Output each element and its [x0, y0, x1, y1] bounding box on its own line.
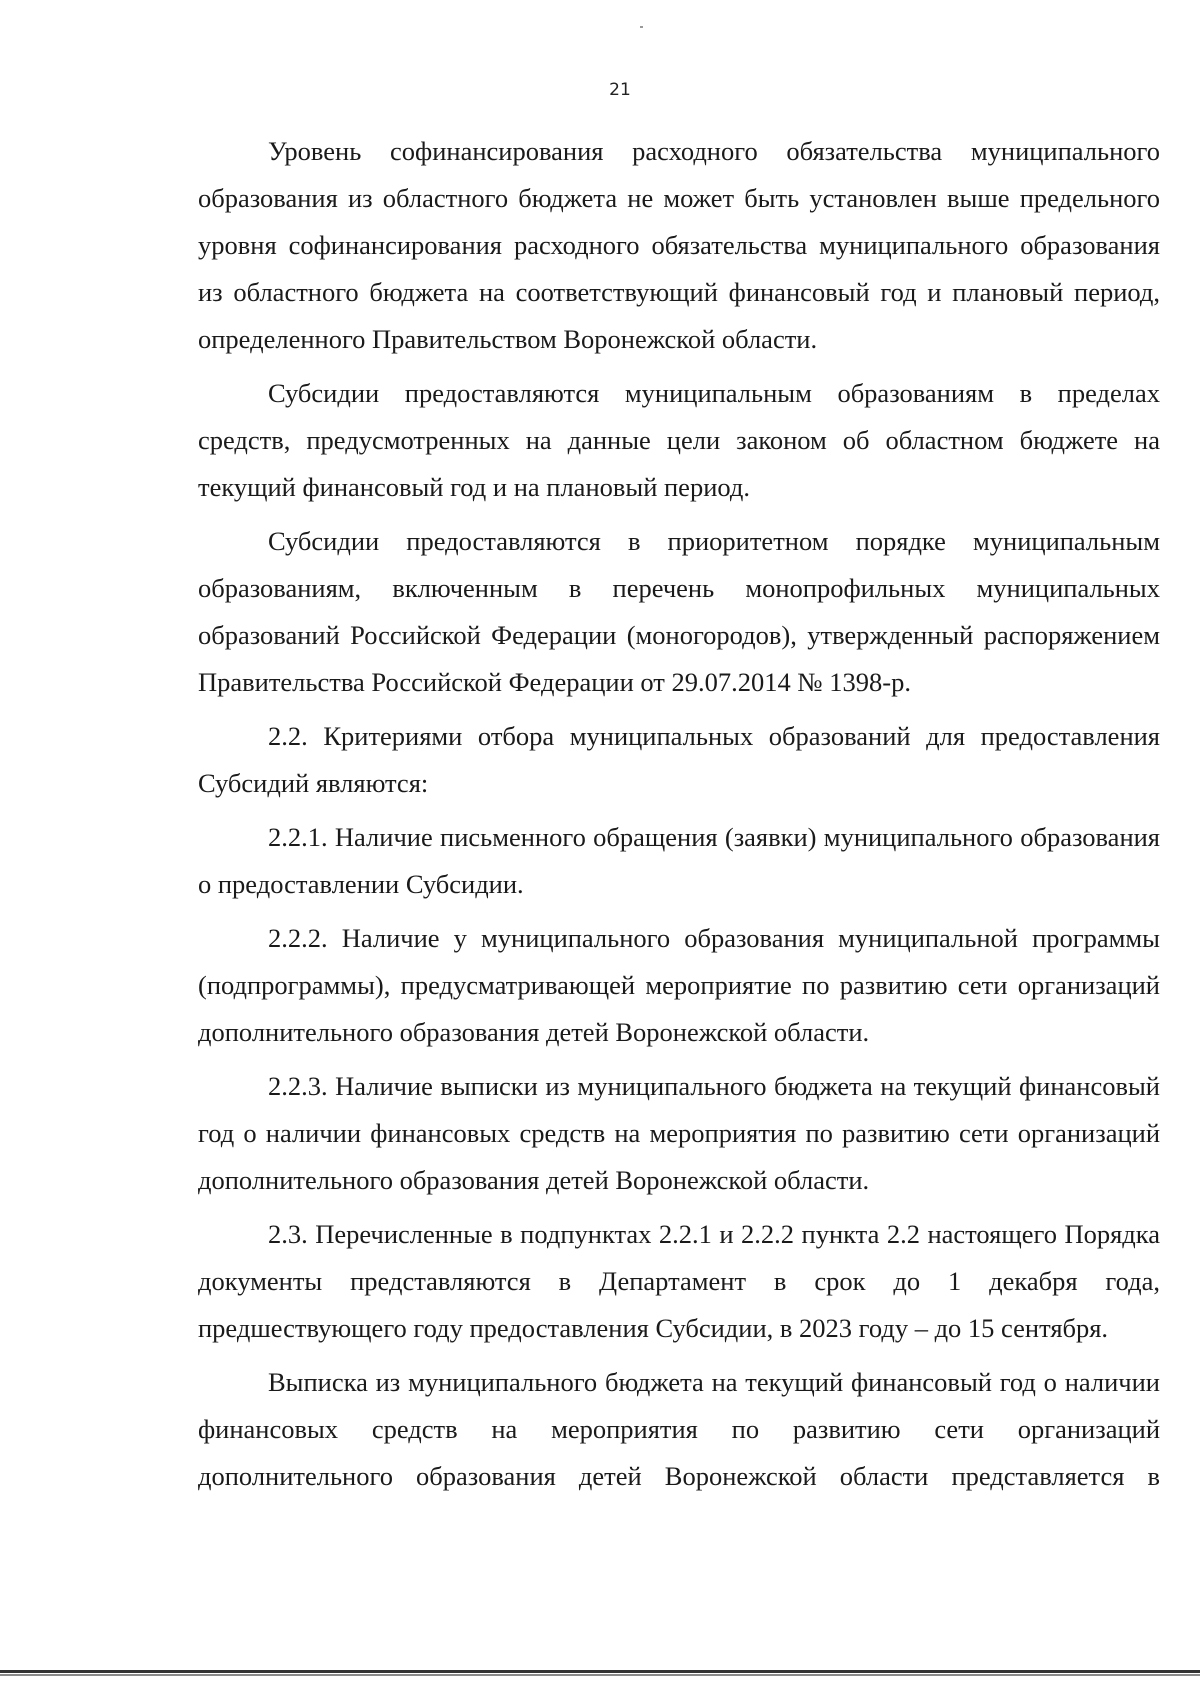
paragraph-2-2-3: 2.2.3. Наличие выписки из муниципального бюджета на текущий финансовый год о наличии финансовых средств на мероприятия по развитию сети организаций дополнительного образования детей Воронежской области.	[198, 1071, 1160, 1195]
scan-bottom-edge	[0, 1670, 1200, 1673]
paragraph-cofinancing-level: Уровень софинансирования расходного обязательства муниципального образования из областного бюджета не может быть установлен выше предельного уровня софинансирования расходного обязательства муниципального образования из областного бюджета на соответствующий финансовый год и плановый период, определенного Правительством Воронежской области.	[198, 136, 1160, 354]
paragraph-2-2-1: 2.2.1. Наличие письменного обращения (заявки) муниципального образования о предоставлении Субсидии.	[198, 822, 1160, 899]
paragraph-subsidies-limits: Субсидии предоставляются муниципальным образованиям в пределах средств, предусмотренных на данные цели законом об областном бюджете на текущий финансовый год и на плановый период.	[198, 378, 1160, 502]
paragraph-2-2-criteria: 2.2. Критериями отбора муниципальных образований для предоставления Субсидий являются:	[198, 721, 1160, 798]
document-body	[198, 128, 1160, 1507]
paragraph-2-2-2: 2.2.2. Наличие у муниципального образования муниципальной программы (подпрограммы), предусматривающей мероприятие по развитию сети организаций дополнительного образования детей Воронежской области.	[198, 923, 1160, 1047]
paragraph-2-3: 2.3. Перечисленные в подпунктах 2.2.1 и 2.2.2 пункта 2.2 настоящего Порядка документы представляются в Департамент в срок до 1 декабря года, предшествующего году предоставления Субсидии, в 2023 году – до 15 сентября.	[198, 1219, 1160, 1343]
scan-bottom-shadow	[0, 1674, 1200, 1676]
page-number: 21	[609, 80, 631, 100]
paragraph-extract: Выписка из муниципального бюджета на текущий финансовый год о наличии финансовых средств на мероприятия по развитию сети организаций дополнительного образования детей Воронежской области представляется в	[198, 1367, 1160, 1491]
paragraph-subsidies-priority: Субсидии предоставляются в приоритетном порядке муниципальным образованиям, включенным в перечень монопрофильных муниципальных образований Российской Федерации (моногородов), утвержденный распоряжением Правительства Российской Федерации от 29.07.2014 № 1398-р.	[198, 526, 1160, 697]
scan-speck	[640, 26, 643, 28]
